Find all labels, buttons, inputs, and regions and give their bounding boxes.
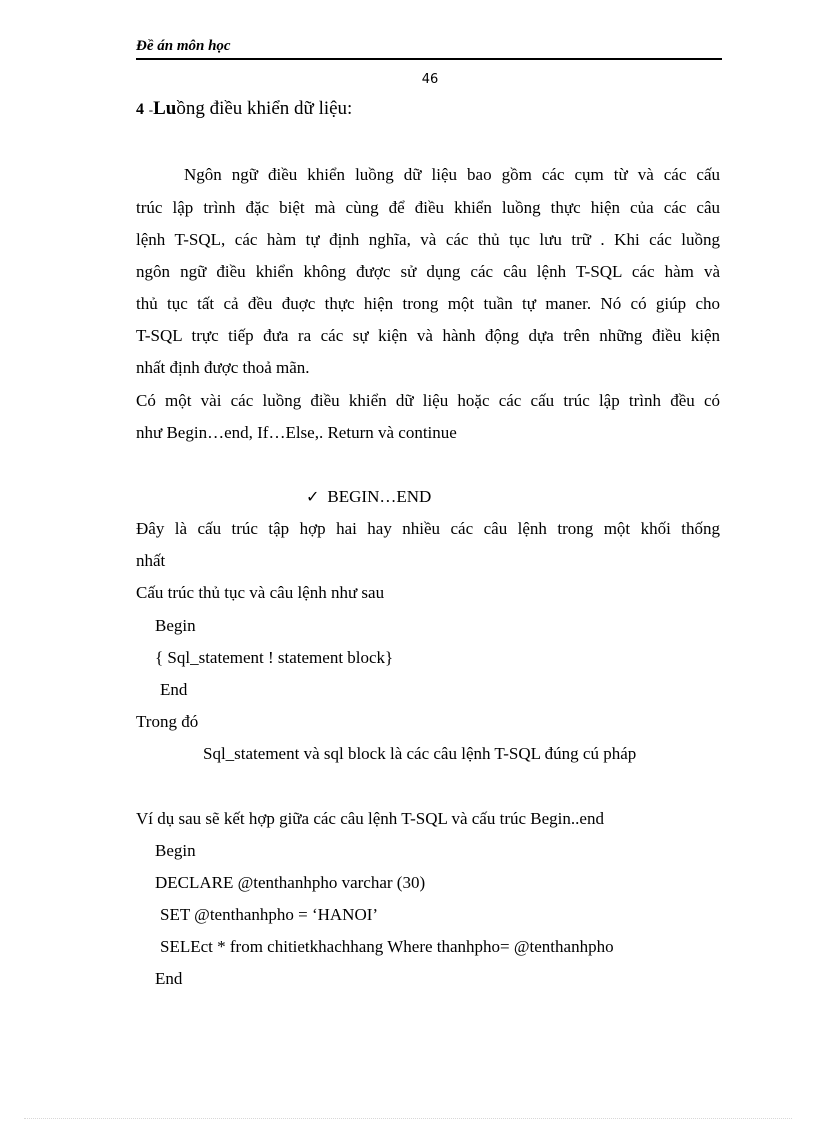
paragraph-line: lệnh T-SQL, các hàm tự định nghĩa, và các thủ tục lưu trữ . Khi các luồng (136, 230, 720, 249)
paragraph-line: nhất định được thoả mãn. (136, 358, 310, 377)
paragraph-line: Đây là cấu trúc tập hợp hai hay nhiều các câu lệnh trong một khối thống (136, 519, 720, 538)
paragraph-line: Có một vài các luồng điều khiển dữ liệu hoặc các cấu trúc lập trình đều có (136, 391, 720, 410)
section-number: 4 (136, 101, 144, 118)
paragraph-line: T-SQL trực tiếp đưa ra các sự kiện và hành động dựa trên những điều kiện (136, 326, 720, 345)
header-title: Đề án môn học (136, 38, 231, 54)
example-set: SET @tenthanhpho = ‘HANOI’ (160, 905, 379, 924)
example-end: End (155, 969, 183, 988)
paragraph-line: trúc lập trình đặc biệt mà cùng để điều khiển luồng thực hiện của các câu (136, 198, 720, 217)
where-label: Trong đó (136, 712, 199, 731)
example-declare: DECLARE @tenthanhpho varchar (30) (155, 873, 426, 892)
syntax-begin: Begin (155, 616, 196, 635)
paragraph-line: thủ tục tất cả đều đuợc thực hiện trong một tuần tự maner. Nó có giúp cho (136, 294, 720, 313)
paragraph-line: như Begin…end, If…Else,. Return và continue (136, 423, 457, 442)
header-rule (136, 58, 722, 60)
section-heading-lead: Lu (153, 98, 177, 119)
example-select: SELEct * from chitietkhachhang Where thanhpho= @tenthanhpho (160, 937, 614, 956)
syntax-end: End (160, 680, 188, 699)
syntax-body: { Sql_statement ! statement block} (155, 648, 394, 667)
section-heading (136, 99, 720, 120)
example-intro: Ví dụ sau sẽ kết hợp giữa các câu lệnh T-SQL và cấu trúc Begin..end (136, 809, 604, 828)
paragraph-line: ngôn ngữ điều khiển không được sử dụng các câu lệnh T-SQL các hàm và (136, 262, 720, 281)
checkmark-icon: ✓ (306, 487, 320, 506)
page-number: 46 (421, 72, 439, 87)
syntax-intro: Cấu trúc thủ tục và câu lệnh như sau (136, 583, 385, 602)
where-text: Sql_statement và sql block là các câu lệnh T-SQL đúng cú pháp (203, 744, 637, 763)
section-dash: - (148, 102, 154, 117)
footer-dotted-rule (24, 1118, 792, 1119)
section-heading-rest: ồng điều khiển dữ liệu: (176, 98, 353, 119)
bullet-text: BEGIN…END (327, 487, 432, 506)
paragraph-line: nhất (136, 551, 166, 570)
bullet-item (306, 487, 606, 507)
paragraph-line: Ngôn ngữ điều khiển luồng dữ liệu bao gồm các cụm từ và các cấu (184, 165, 720, 184)
example-begin: Begin (155, 841, 196, 860)
